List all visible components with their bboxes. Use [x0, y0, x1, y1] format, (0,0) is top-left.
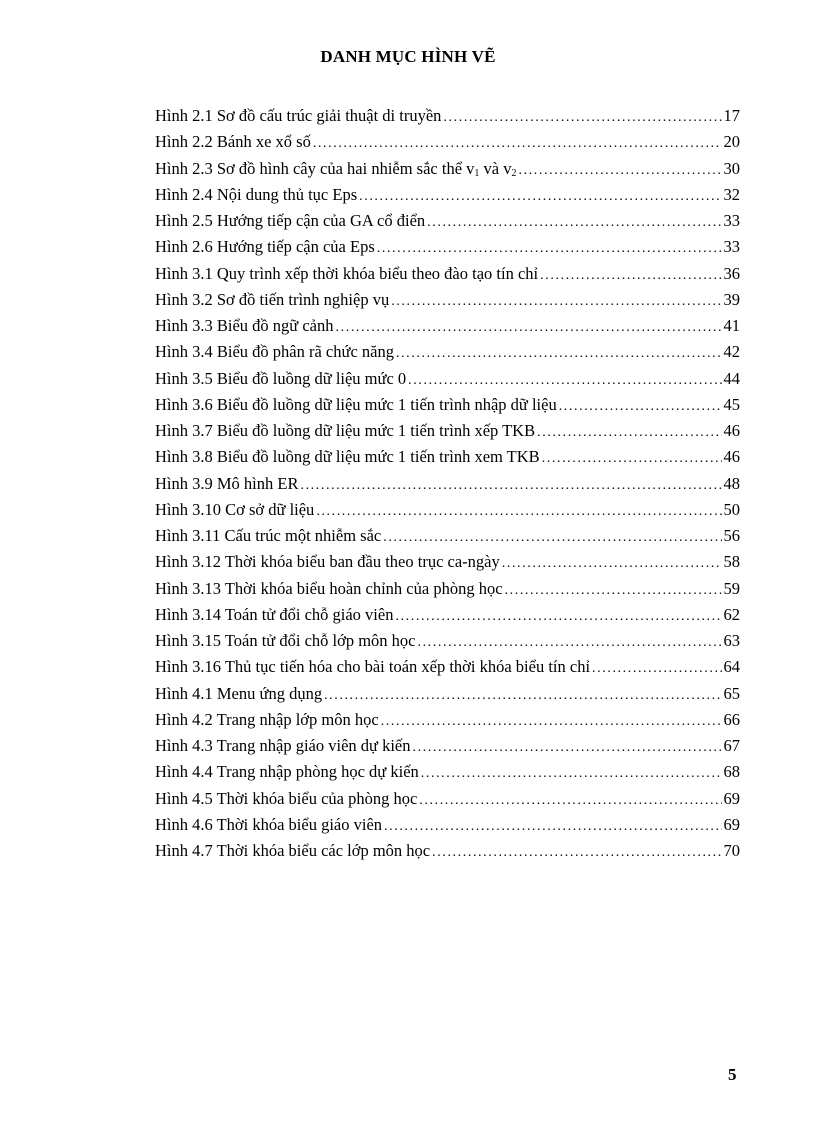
figure-page: 41 [723, 316, 740, 335]
figure-entry[interactable] [155, 185, 740, 211]
figure-entry[interactable] [155, 342, 740, 368]
figure-page: 33 [723, 211, 740, 230]
figure-label: Hình 4.1 Menu ứng dụng [155, 683, 323, 703]
figure-label: Hình 4.6 Thời khóa biểu giáo viên [155, 814, 383, 834]
figure-page: 69 [723, 814, 740, 834]
dot-leader [324, 688, 721, 704]
dot-leader [427, 215, 721, 231]
figure-page: 62 [723, 604, 740, 624]
figure-entry[interactable] [155, 421, 740, 447]
dot-leader [443, 110, 721, 126]
figure-page: 45 [723, 394, 740, 414]
figure-entry[interactable] [155, 447, 740, 473]
figure-entry[interactable] [155, 657, 740, 683]
figure-entry[interactable] [155, 789, 740, 815]
figure-entry[interactable] [155, 815, 740, 841]
dot-leader [359, 189, 721, 205]
dot-leader [592, 661, 721, 677]
figure-entry[interactable] [155, 605, 740, 631]
figure-page: 36 [723, 263, 740, 283]
figure-label: Hình 2.2 Bánh xe xổ số [155, 132, 311, 152]
figure-label: Hình 4.5 Thời khóa biểu của phòng học [155, 788, 418, 808]
dot-leader [316, 504, 721, 520]
figure-page: 70 [723, 841, 740, 860]
figure-entry[interactable] [155, 684, 740, 710]
figure-page: 59 [723, 578, 740, 598]
dot-leader [384, 819, 721, 835]
dot-leader [432, 845, 721, 861]
figure-label: Hình 3.12 Thời khóa biểu ban đầu theo trục ca-ngày [155, 552, 500, 572]
subscript: 1 [474, 167, 480, 179]
figure-entry[interactable] [155, 710, 740, 736]
figure-page: 48 [723, 473, 740, 493]
figure-page: 56 [723, 526, 740, 545]
figure-label [155, 159, 516, 179]
figure-page: 46 [723, 447, 740, 467]
dot-leader [413, 740, 722, 756]
figure-page: 30 [723, 158, 740, 178]
figure-list [155, 106, 740, 867]
dot-leader [559, 399, 722, 415]
dot-leader [502, 556, 722, 572]
figure-label: Hình 3.16 Thủ tục tiến hóa cho bài toán xếp thời khóa biểu tín chỉ [155, 657, 591, 677]
dot-leader [540, 268, 721, 284]
dot-leader [408, 373, 721, 389]
dot-leader [395, 609, 721, 625]
figure-page: 46 [723, 421, 740, 440]
figure-entry[interactable] [155, 474, 740, 500]
dot-leader [518, 163, 721, 179]
figure-page: 44 [723, 368, 740, 388]
figure-entry[interactable] [155, 395, 740, 421]
subscript: 2 [511, 167, 517, 179]
dot-leader [417, 635, 721, 651]
figure-entry[interactable] [155, 762, 740, 788]
dot-leader [505, 583, 722, 599]
figure-page: 64 [723, 657, 740, 677]
dot-leader [300, 478, 721, 494]
figure-label: Hình 4.7 Thời khóa biểu các lớp môn học [155, 841, 431, 860]
page-number: 5 [728, 1065, 737, 1084]
figure-page: 68 [723, 762, 740, 782]
dot-leader [421, 766, 722, 782]
figure-label: Hình 2.1 Sơ đồ cấu trúc giải thuật di truyền [155, 106, 442, 125]
figure-entry[interactable] [155, 552, 740, 578]
dot-leader [396, 346, 722, 362]
figure-page: 67 [723, 736, 740, 755]
figure-entry[interactable] [155, 500, 740, 526]
figure-entry[interactable] [155, 290, 740, 316]
figure-label: Hình 3.2 Sơ đồ tiến trình nghiệp vụ [155, 289, 390, 309]
figure-label: Hình 2.5 Hướng tiếp cận của GA cổ điển [155, 211, 426, 230]
figure-entry[interactable] [155, 579, 740, 605]
figure-label-text: Hình 2.3 Sơ đồ hình cây của hai nhiễm sắc thể v [155, 158, 475, 178]
figure-label: Hình 3.8 Biểu đồ luồng dữ liệu mức 1 tiến trình xem TKB [155, 447, 540, 467]
figure-label-text: và v [479, 158, 512, 178]
figure-entry[interactable] [155, 841, 740, 867]
figure-label: Hình 3.13 Thời khóa biểu hoàn chỉnh của phòng học [155, 578, 503, 598]
dot-leader [383, 530, 721, 546]
figure-entry[interactable] [155, 316, 740, 342]
figure-page: 32 [723, 184, 740, 204]
dot-leader [419, 793, 721, 809]
figure-entry[interactable] [155, 526, 740, 552]
figure-page: 58 [723, 552, 740, 572]
dot-leader [377, 241, 722, 257]
figure-label: Hình 3.10 Cơ sở dữ liệu [155, 499, 315, 519]
figure-page: 17 [723, 106, 740, 125]
page-title: DANH MỤC HÌNH VẼ [320, 47, 496, 66]
figure-label: Hình 3.9 Mô hình ER [155, 473, 299, 493]
figure-label: Hình 3.4 Biểu đồ phân rã chức năng [155, 342, 394, 362]
figure-page: 63 [723, 631, 740, 650]
figure-label: Hình 4.2 Trang nhập lớp môn học [155, 709, 379, 729]
figure-entry[interactable] [155, 237, 740, 263]
figure-entry[interactable] [155, 264, 740, 290]
figure-entry[interactable] [155, 369, 740, 395]
dot-leader [313, 136, 722, 152]
figure-label: Hình 3.15 Toán tử đổi chỗ lớp môn học [155, 631, 416, 650]
figure-page: 65 [723, 683, 740, 703]
figure-label: Hình 2.4 Nội dung thủ tục Eps [155, 184, 358, 204]
dot-leader [391, 294, 721, 310]
dot-leader [542, 451, 722, 467]
figure-label: Hình 3.14 Toán tử đổi chỗ giáo viên [155, 604, 394, 624]
figure-page: 39 [723, 289, 740, 309]
figure-entry[interactable] [155, 211, 740, 237]
figure-label: Hình 3.1 Quy trình xếp thời khóa biểu theo đào tạo tín chỉ [155, 263, 539, 283]
figure-label: Hình 3.11 Cấu trúc một nhiễm sắc [155, 526, 382, 545]
figure-entry[interactable] [155, 106, 740, 132]
figure-page: 33 [723, 237, 740, 257]
figure-label: Hình 2.6 Hướng tiếp cận của Eps [155, 237, 375, 257]
figure-label: Hình 3.3 Biểu đồ ngữ cảnh [155, 316, 334, 335]
figure-entry[interactable] [155, 132, 740, 158]
figure-label: Hình 3.5 Biểu đồ luồng dữ liệu mức 0 [155, 368, 407, 388]
figure-page: 69 [723, 788, 740, 808]
figure-page: 66 [723, 709, 740, 729]
dot-leader [336, 320, 722, 336]
figure-label: Hình 4.3 Trang nhập giáo viên dự kiến [155, 736, 411, 755]
figure-page: 50 [723, 499, 740, 519]
figure-label: Hình 3.7 Biểu đồ luồng dữ liệu mức 1 tiến trình xếp TKB [155, 421, 536, 440]
figure-label: Hình 4.4 Trang nhập phòng học dự kiến [155, 762, 419, 782]
figure-page: 20 [723, 132, 740, 152]
figure-entry[interactable] [155, 736, 740, 762]
dot-leader [537, 425, 721, 441]
figure-label: Hình 3.6 Biểu đồ luồng dữ liệu mức 1 tiến trình nhập dữ liệu [155, 394, 557, 414]
figure-entry[interactable] [155, 631, 740, 657]
figure-page: 42 [723, 342, 740, 362]
figure-entry[interactable] [155, 159, 740, 185]
dot-leader [381, 714, 722, 730]
